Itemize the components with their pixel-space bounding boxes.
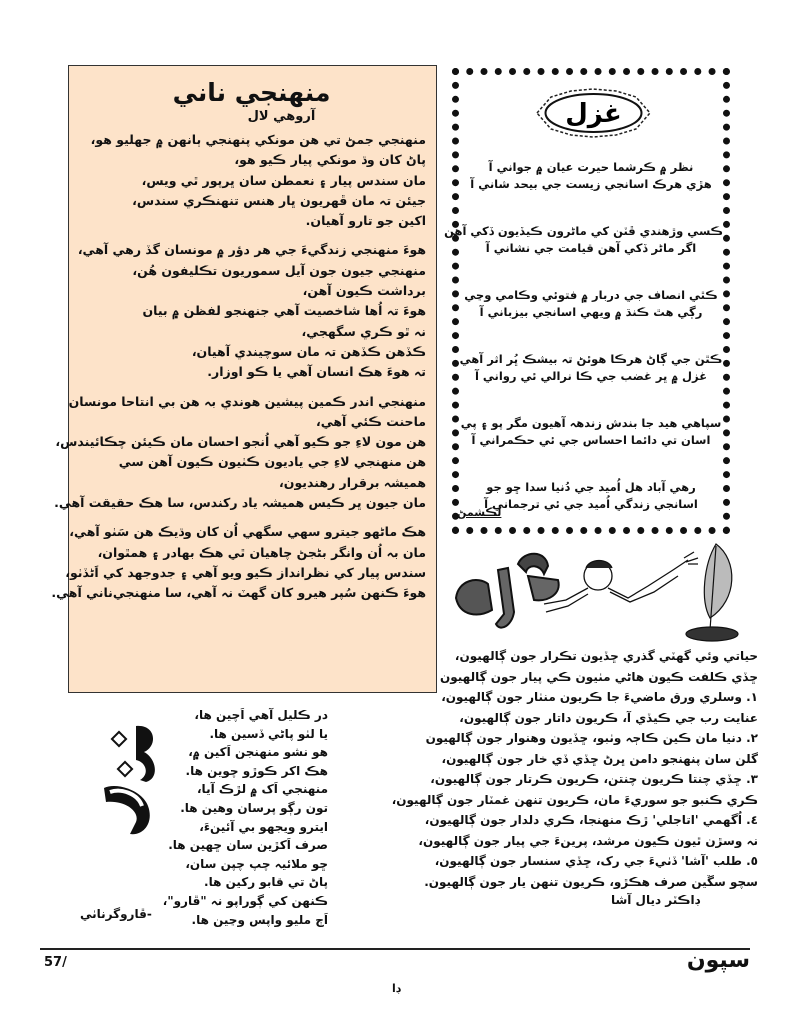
verse-line: عنايت رب جي ڪيڏي آ، ڪريون داتار جون ڳالهيون، [459, 710, 758, 725]
text-line: هميشہ برقرار رهنديون، [279, 474, 426, 490]
verse-line: هڪ اکر ڪوڙو چوين ها. [185, 763, 328, 778]
stanza [459, 159, 723, 193]
text-line: هن مون لاءِ جو ڪيو آهي اُنجو احسان مان ڪيئن چڪائيندس، [55, 434, 426, 450]
paragraph [51, 522, 426, 603]
ghazal-ornamental-emblem-icon [531, 87, 656, 139]
ghazal-stanzas [444, 159, 723, 543]
verse-line: گلن سان پنهنجو دامن ڀرڻ ڇڏي ڏي خار جون ڳالهيون، [441, 751, 758, 766]
ghazal-poem-right [391, 646, 758, 907]
page-number: 57/ [44, 955, 67, 970]
verse-line: ١. وسلري ورق ماضيءَ جا ڪريون منٺار جون ڳالهيون، [441, 690, 758, 704]
text-line: مان جيون ڀر ڪيس هميشہ ياد رکندس، سا هڪ حقيقت آهي. [54, 495, 426, 511]
verse-line: سپاهي هيد جا بندش زندهہ آهيون مگر پو ۽ پي [460, 416, 722, 430]
text-line: هوءَ ڪنهن سُپر هيرو کان گهٽ نہ آهي، سا منهنجي‌ناني آهي. [51, 585, 426, 601]
svg-text:غزل: غزل [565, 99, 622, 129]
stanza [459, 287, 723, 321]
text-line: جيئن تہ مان ڦهريون ڀار هنس تنهنڪري سندس، [132, 192, 426, 208]
ghazal-calligraphy-vertical-icon [96, 722, 176, 842]
magazine-name: سپون [686, 948, 750, 973]
verse-line: سچو سڱين صرف هڪڙو، ڪريون تنهن يار جون ڳالهيون. [424, 874, 758, 889]
text-line: هن منهنجي لاءِ جي ياديون ڪٺيون ڪيون آهن سي [118, 454, 426, 470]
verse-line: يا لٺو پاڻي ڏسين ها. [209, 726, 328, 741]
verse-line: نہ وسڙن ٿيون ڪيون مرشد، پرينءَ جي پيار جون ڳالهيون، [418, 833, 758, 848]
verse-line: اسان تي دائما احساس جي ئي حڪمراني آ [471, 433, 711, 447]
article-title: منهنجي ناني [172, 78, 331, 107]
ghazal-poem-left [162, 706, 328, 929]
verse-line: ٤. اُگهمي 'اتاجلي' ڙڪ منهنجا، ڪري دلدار جون ڳالهيون، [424, 813, 758, 827]
text-line: ڪڏهن ڪڏهن تہ مان سوچيندي آهيان، [191, 343, 426, 359]
verse-line: صرف اَکڙين سان ڇهين ها. [168, 838, 328, 853]
verse-line: ٢. دنيا مان ڪين ڪاڄہ وٺبو، ڇڏيون وهنوار جون ڳالهيون [425, 731, 758, 745]
text-line: اکين جو تارو آهيان. [305, 213, 426, 229]
verse-line: منهنجي اَک ۾ لڙڪ آيا، [197, 782, 328, 797]
poet-name: -ڦاروگرناٺي [80, 907, 152, 921]
text-line: برداشت ڪيون آهن، [302, 283, 426, 299]
ghazal-calligraphy-icon [456, 554, 559, 628]
footer-divider [40, 948, 750, 950]
verse-line: هڙي هرڪ اسانجي زيست جي بيحد شاني آ [470, 177, 712, 191]
text-line: منهنجي اندر ڪمين پيشين هوندي بہ هن بي انتاحا مونسان [68, 393, 426, 409]
paragraph [77, 130, 426, 231]
verse-line: ڪنهن کي ڳوراپو نہ "ڦارو"، [162, 893, 328, 908]
verse-line: تون رڳو پرسان وهين ها. [180, 800, 328, 815]
poet-name: لڪشمڻ [457, 506, 502, 519]
quill-inkpot-icon [686, 544, 738, 641]
verse-line: ايترو ويجهو بي آئينءَ، [199, 819, 328, 834]
text-line: منهنجي جيون جون آيل سموريون تڪليفون هُن، [132, 262, 426, 278]
verse-line: هو نشو منهنجن اَکين ۾، [188, 745, 328, 760]
verse-line: ڪٿن جي ڳاڻ هرڪا هوئڻ تہ بيشڪ ڀُر اثر آهي [459, 352, 723, 366]
verse-line: حياتي وئي گهٽي گذري ڇڏيون تڪرار جون ڳالهيون، [454, 649, 758, 663]
text-line: هڪ ماڻهو جيترو سهي سگهي اُن کان وڌيڪ هن سَٺو آهي، [69, 524, 426, 540]
text-line: منهنجي جمڻ تي هن مونکي پنهنجي ٻانهن ۾ جهليو هو، [90, 132, 426, 147]
text-line: تہ هوءَ هڪ انسان آهي يا ڪو اوزار. [207, 364, 426, 380]
verse-line: رڳي هٿ ڪنڌ ۾ ويهي اسانجي بيزباني آ [479, 305, 703, 319]
verse-line: ٥. طلب 'آشا' ڏٺيءَ جي رک، ڇڏي سنسار جون ڳالهيون، [434, 854, 758, 868]
text-line: سندس پيار کي نظرانداز ڪيو ويو آهي ۽ جدوجهد کي اَڻڏٺو، [65, 564, 426, 580]
paragraph [77, 240, 426, 382]
verse-line: نظر ۾ ڪرشما حيرت عيان ۾ جواني آ [488, 160, 694, 174]
verse-line: اَڄ مليو واپس وڃين ها. [191, 912, 328, 927]
verse-line: ڇو ملائيہ چپ چپن سان، [185, 856, 328, 871]
page-marker: ڊا [392, 982, 401, 995]
text-line: ماحنت ڪئي آهي، [316, 413, 426, 429]
text-line: پاڻ کان وڌ مونکي پيار ڪيو هو، [234, 152, 426, 168]
paragraph [54, 392, 426, 514]
text-line: نہ ٿو ڪري سگهجي، [301, 323, 426, 339]
verse-line: ڇڏي ڪلفت ڪيون هاڻي مٺيون ڪي پيار جون ڳالهيون [440, 669, 758, 684]
stanza [459, 415, 723, 449]
text-line: مان بہ اُن وانگر بڻجڻ چاهيان ٿي هڪ بهادر ۽ همٿوان، [97, 544, 426, 560]
prose-article-box [51, 65, 437, 693]
verse-line: رهي آباد هل اُميد جي دُنيا سدا ڇو جو [486, 480, 696, 494]
verse-line: اسانجي زندگي اُميد جي ئي ترجماني آ [484, 497, 698, 511]
verse-line: غزل ۾ ڀر غضب جي ڪا نرالي ئي رواني آ [474, 369, 708, 383]
ghazal-illustration [448, 540, 748, 645]
stanza [444, 223, 723, 257]
verse-line: ڪري ڪنبو جو سوريءَ مان، ڪريون تنهن غمٽار جون ڳالهيون، [391, 792, 758, 807]
verse-line: ڪسي وڙهندي ڦٽن کي ماڻرون ڪيڏيون ڏکي آهن [444, 224, 723, 238]
stanza [459, 351, 723, 385]
text-line: مان سندس پيار ۽ نعمطن سان ڀرپور ٿي ويس، [141, 172, 426, 188]
verse-line: در ڪليل آهي اَچين ها، [194, 708, 328, 722]
verse-line: ڪٿي انصاف جي دربار ۾ فتوئي وڪامي وڃي [464, 288, 718, 302]
boy-figure-icon [544, 552, 698, 612]
ghazal-dotted-frame [444, 68, 730, 534]
verse-line: پاڻ تي قابو رکين ها. [204, 875, 328, 890]
verse-line: اگر ماڻر ڏکي آهن قيامت جي نشاني آ [485, 241, 697, 255]
text-line: هوءَ تہ اُها شاخصيت آهي جنهنجو لفظن ۾ بيان [142, 303, 426, 319]
text-line: هوءَ منهنجي زندگيءَ جي هر دؤر ۾ مونسان گڏ رهي آهي، [77, 242, 426, 258]
article-author: آروهي لال [247, 109, 316, 124]
poet-name: ڊاڪٽر ديال آشا [610, 893, 700, 907]
verse-line: ٣. ڇڏي چنتا ڪريون چنتن، ڪريون ڪرتار جون ڳالهيون، [430, 772, 758, 786]
